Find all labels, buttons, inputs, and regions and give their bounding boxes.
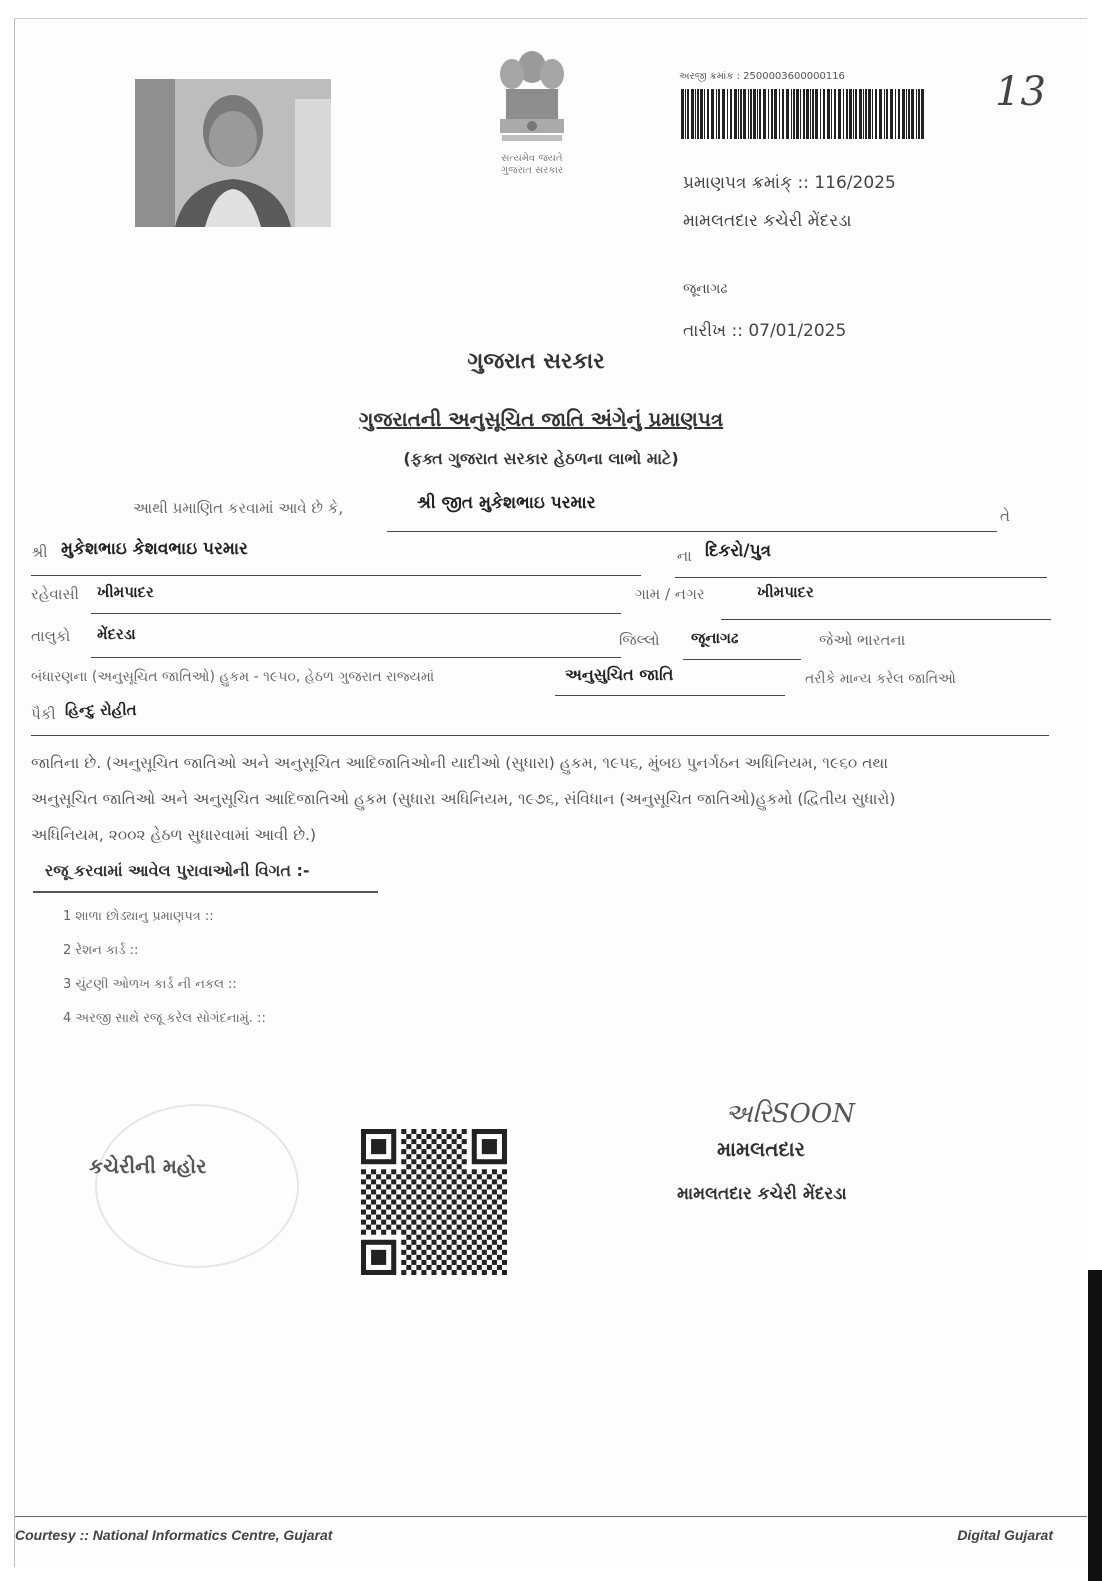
resident-value: ખીમપાદર bbox=[97, 583, 154, 601]
relation-value: દિકરો/પુત્ર bbox=[705, 541, 772, 561]
handwritten-number: 13 bbox=[995, 69, 1046, 115]
taluka-underline bbox=[91, 657, 621, 658]
resident-underline bbox=[91, 613, 621, 614]
footer-divider bbox=[15, 1516, 1087, 1517]
paragraph-line: જાતિના છે. (અનુસૂચિત જાતિઓ અને અનુસૂચિત આદિજાતિઓની યાદીઓ (સુધારા) હુકમ, ૧૯૫૬, મુંબઇ પુનર્ગઠન અધિનિયમ, ૧૯૬૦ તથા bbox=[31, 754, 889, 772]
evidence-heading-underline bbox=[33, 891, 378, 893]
certificate-title: ગુજરાતની અનુસૂચિત જાતિ અંગેનું પ્રમાણપત્ર bbox=[358, 407, 724, 431]
district-value: જૂનાગઢ bbox=[691, 629, 739, 647]
village-label: ગામ / નગર bbox=[635, 585, 705, 603]
na-label: ના bbox=[677, 547, 692, 565]
state-emblem bbox=[477, 39, 587, 189]
signatory-title: મામલતદાર bbox=[717, 1137, 805, 1161]
village-value: ખીમપાદર bbox=[757, 583, 814, 601]
certificate-page bbox=[14, 18, 1087, 1567]
category-underline bbox=[555, 695, 785, 696]
scan-edge-shadow bbox=[1088, 1270, 1102, 1581]
district-label: જિલ્લો bbox=[619, 631, 660, 649]
certificate-subtitle: (ફક્ત ગુજરાત સરકાર હેઠળના લાભો માટે) bbox=[403, 449, 679, 468]
among-label: પૈકી bbox=[31, 705, 56, 723]
constitution-label: બંધારણના (અનુસૂચિત જાતિઓ) હુકમ - ૧૯૫૦, હેઠળ ગુજરાત રાજ્યમાં bbox=[31, 669, 435, 685]
taluka-label: તાલુકો bbox=[31, 627, 71, 645]
signature-scribble: અરિSOON bbox=[725, 1099, 855, 1129]
footer-courtesy: Courtesy :: National Informatics Centre, Gujarat bbox=[15, 1527, 333, 1543]
caste-value: હિન્દુ રોહીત bbox=[65, 701, 137, 719]
paragraph-line: અનુસૂચિત જાતિઓ અને અનુસૂચિત આદિજાતિઓ હુકમ (સુધારા અધિનિયમ, ૧૯૭૬, સંવિધાન (અનુસૂચિત જાતિઓ)હુકમો (દ્વિતીય સુધારો) bbox=[31, 790, 896, 808]
qr-code bbox=[361, 1129, 507, 1275]
seal-label: કચેરીની મહોર bbox=[89, 1154, 207, 1178]
holder-name: શ્રી જીત મુકેશભાઇ પરમાર bbox=[417, 493, 596, 513]
applicant-photo bbox=[135, 79, 331, 227]
te-label: તે bbox=[1000, 507, 1010, 525]
issue-date: તારીખ :: 07/01/2025 bbox=[683, 321, 847, 341]
who-india-label: જેઓ ભારતના bbox=[819, 631, 906, 649]
category-value: અનુસુચિત જાતિ bbox=[565, 665, 674, 684]
village-underline bbox=[721, 619, 1051, 620]
government-title: ગુજરાત સરકાર bbox=[467, 349, 605, 374]
emblem-motto: સત્યમેવ જયતે bbox=[501, 153, 563, 164]
evidence-item: 1 શાળા છોડ્યાનુ પ્રમાણપત્ર :: bbox=[63, 909, 214, 924]
certify-label: આથી પ્રમાણિત કરવામાં આવે છે કે, bbox=[133, 499, 344, 517]
barcode bbox=[679, 89, 929, 139]
evidence-item: 2 રેશન કાર્ડ :: bbox=[63, 943, 139, 958]
shri-label: શ્રી bbox=[31, 543, 48, 561]
footer-brand: Digital Gujarat bbox=[957, 1527, 1053, 1543]
relation-underline bbox=[675, 577, 1047, 578]
holder-name-underline bbox=[387, 531, 997, 532]
evidence-item: 4 અરજી સાથે રજૂ કરેલ સોગંદનામું. :: bbox=[63, 1011, 266, 1026]
emblem-org: ગુજરાત સરકાર bbox=[500, 165, 564, 176]
application-number: અરજી ક્રમાંક : 2500003600000116 bbox=[679, 71, 845, 82]
district-underline bbox=[683, 659, 801, 660]
legal-paragraph bbox=[31, 745, 1071, 853]
office-name: મામલતદાર કચેરી મેંદરડા bbox=[683, 211, 852, 231]
signatory-office: મામલતદાર કચેરી મેંદરડા bbox=[677, 1184, 847, 1204]
evidence-item: 3 ચુંટણી ઓળખ કાર્ડ ની નકલ :: bbox=[63, 977, 237, 992]
paragraph-line: અધિનિયમ, ૨૦૦૨ હેઠળ સુધારવામાં આવી છે.) bbox=[31, 826, 317, 844]
father-name: મુકેશભાઇ કેશવભાઇ પરમાર bbox=[61, 539, 248, 559]
certificate-number: પ્રમાણપત્ર ક્રમાંક્ :: 116/2025 bbox=[683, 173, 896, 193]
taluka-value: મેંદરડા bbox=[97, 625, 136, 643]
recognized-label: તરીકે માન્ય કરેલ જાતિઓ bbox=[805, 671, 956, 687]
resident-label: રહેવાસી bbox=[31, 585, 79, 603]
office-seal bbox=[95, 1104, 299, 1268]
father-name-underline bbox=[31, 575, 641, 576]
caste-underline bbox=[31, 735, 1049, 736]
district-name: જૂનાગઢ bbox=[683, 281, 728, 297]
lion-capital-icon bbox=[482, 39, 582, 149]
evidence-heading: રજૂ કરવામાં આવેલ પુરાવાઓની વિગત :- bbox=[45, 861, 310, 880]
